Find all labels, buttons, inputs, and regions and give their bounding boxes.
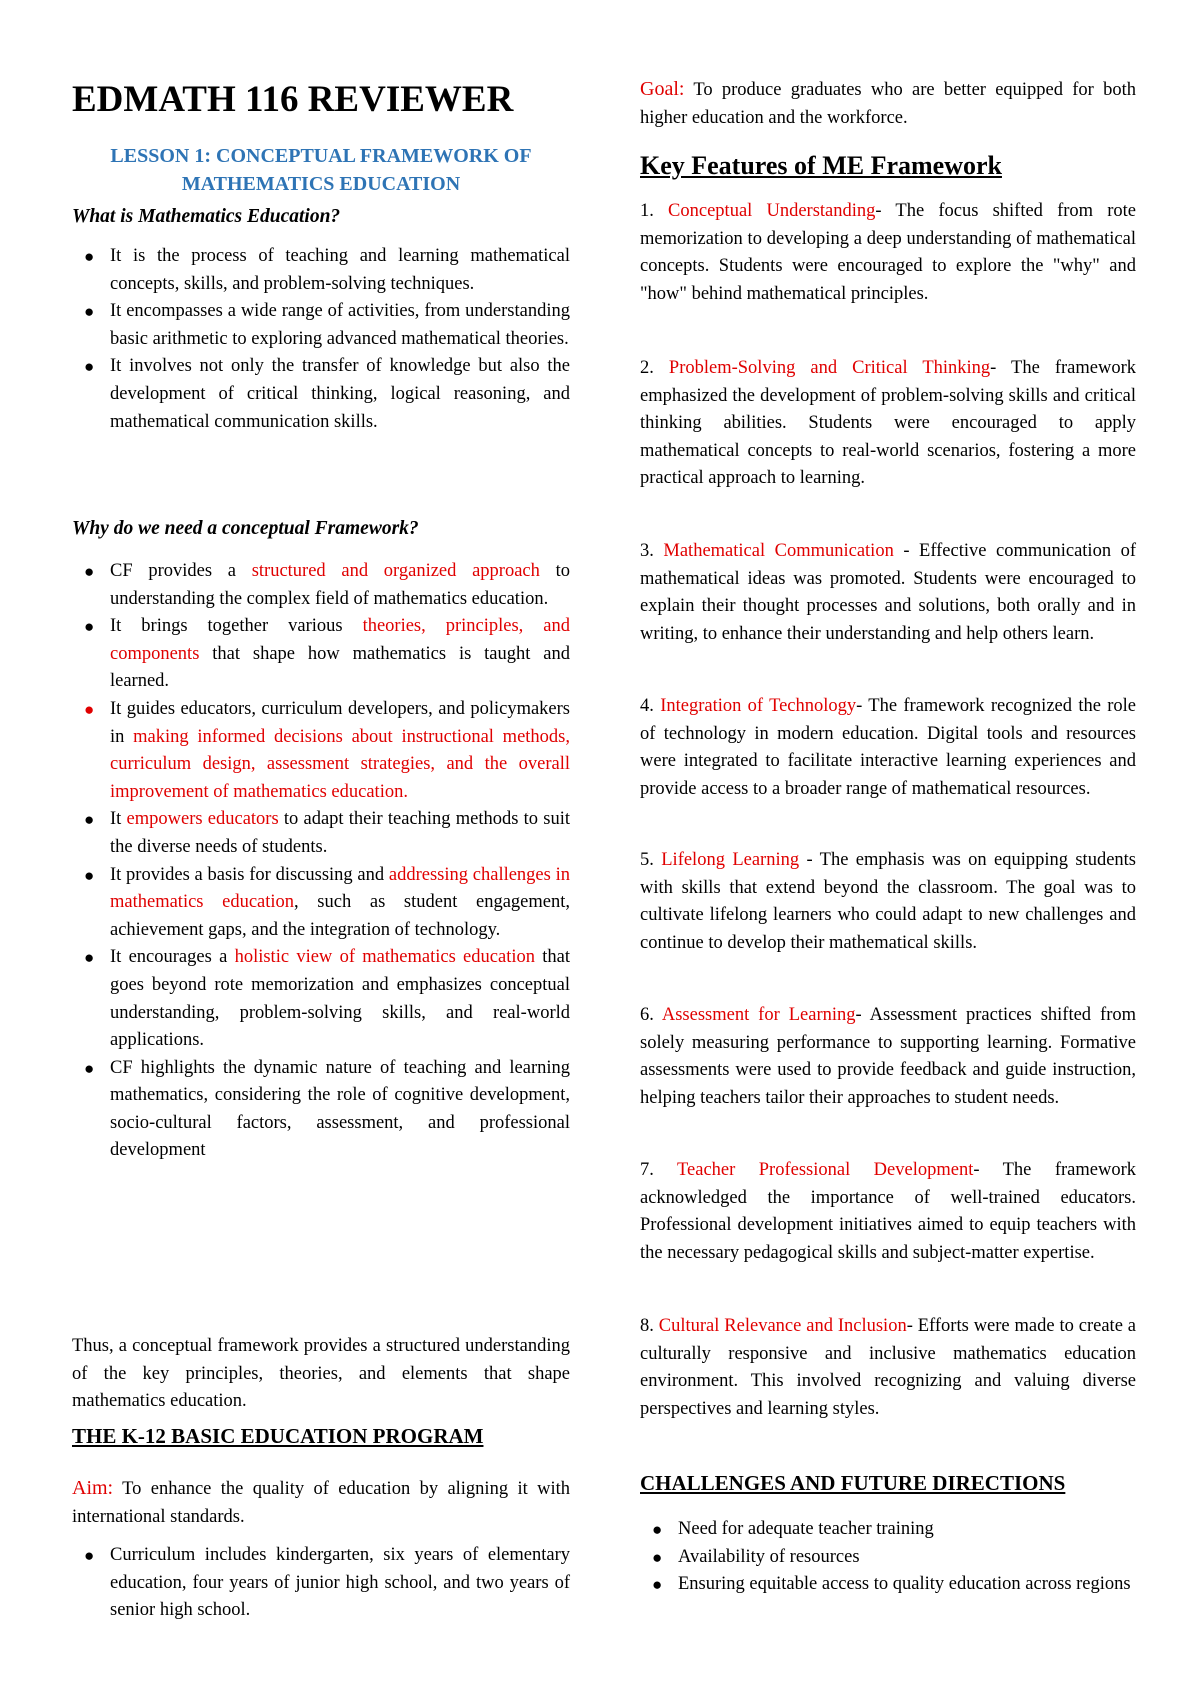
list-item: ● Availability of resources	[640, 1544, 1136, 1572]
list-item: ● It encompasses a wide range of activities, from understanding basic arithmetic to exploring advanced mathematical theories.	[72, 298, 570, 353]
list-item: ● Curriculum includes kindergarten, six years of elementary education, four years of junior high school, and two years of senior high school.	[72, 1542, 570, 1625]
feature-item-6: 6. Assessment for Learning- Assessment practices shifted from solely measuring performance to supporting learning. Formative assessments were used to provide feedback and guide instruction, helping teachers tailor their approaches to student needs.	[640, 1005, 1136, 1108]
bullet-icon: ●	[84, 357, 95, 377]
list-item: ● Need for adequate teacher training	[640, 1516, 1136, 1544]
bullet-icon: ●	[84, 865, 95, 885]
feature-item-8: 8. Cultural Relevance and Inclusion- Efforts were made to create a culturally responsive and inclusive mathematics education environment. This involved recognizing and valuing diverse perspectives and learning styles.	[640, 1316, 1137, 1419]
thus-paragraph: Thus, a conceptual framework provides a structured understanding of the key principles, theories, and elements that shape mathematics education.	[72, 1336, 570, 1412]
aim-paragraph: Aim: To enhance the quality of education by aligning it with international standards.	[72, 1477, 570, 1527]
feature-item-2: 2. Problem-Solving and Critical Thinking- The framework emphasized the development of problem-solving skills and critical thinking abilities. Students were encouraged to apply mathematical concepts to real-world scenarios, fostering a more practical approach to learning.	[640, 358, 1137, 489]
bullet-icon: ●	[84, 562, 95, 581]
challenges-heading: CHALLENGES AND FUTURE DIRECTIONS	[640, 1471, 1066, 1495]
why-question: Why do we need a conceptual Framework?	[72, 518, 419, 539]
k12-heading: THE K-12 BASIC EDUCATION PROGRAM	[72, 1424, 484, 1448]
goal-label: Goal:	[640, 78, 685, 100]
bullet-icon: ●	[84, 1546, 95, 1565]
bullet-icon: ●	[84, 302, 95, 322]
what-bullets	[72, 243, 570, 436]
list-item: ● Ensuring equitable access to quality education across regions	[640, 1571, 1136, 1599]
bullet-icon: ●	[84, 699, 95, 719]
bullet-icon: ●	[84, 948, 95, 968]
features-heading: Key Features of ME Framework	[640, 151, 1002, 180]
why-bullets	[72, 558, 570, 1165]
list-item: ● It is the process of teaching and learning mathematical concepts, skills, and problem-solving techniques.	[72, 243, 570, 298]
list-item: ● It involves not only the transfer of knowledge but also the development of critical thinking, logical reasoning, and mathematical communication skills.	[72, 353, 570, 436]
list-item: ● It brings together various theories, principles, and components that shape how mathematics is taught and learned.	[72, 613, 570, 696]
bullet-icon: ●	[84, 1058, 95, 1078]
list-item: ● It empowers educators to adapt their teaching methods to suit the diverse needs of students.	[72, 806, 570, 861]
goal-paragraph: Goal: To produce graduates who are better equipped for both higher education and the workforce.	[640, 78, 1136, 128]
list-item: ● It encourages a holistic view of mathematics education that goes beyond rote memorization and emphasizes conceptual understanding, problem-solving skills, and real-world applications.	[72, 944, 570, 1054]
aim-label: Aim:	[72, 1477, 114, 1499]
feature-item-1: 1. Conceptual Understanding- The focus shifted from rote memorization to developing a deep understanding of mathematical concepts. Students were encouraged to explore the "why" and "how" behind mathematical principles.	[640, 201, 1136, 304]
page-title: EDMATH 116 REVIEWER	[72, 79, 514, 120]
bullet-icon: ●	[84, 247, 95, 266]
feature-item-7: 7. Teacher Professional Development- The framework acknowledged the importance of well-trained educators. Professional development initiatives aimed to equip teachers with the necessary pedagogical skills and subject-matter expertise.	[640, 1160, 1137, 1263]
bullet-icon: ●	[652, 1575, 663, 1595]
bullet-icon: ●	[84, 810, 95, 830]
feature-item-3: 3. Mathematical Communication - Effective communication of mathematical ideas was promoted. Students were encouraged to explain their thought processes and solutions, both orally and in writing, to enhance their understanding and help others learn.	[640, 541, 1136, 644]
challenges-bullets	[640, 1516, 1136, 1599]
list-item: ● CF provides a structured and organized approach to understanding the complex field of mathematics education.	[72, 558, 570, 613]
list-item: ● It guides educators, curriculum developers, and policymakers in making informed decisions about instructional methods, curriculum design, assessment strategies, and the overall improvement of mathematics education.	[72, 696, 570, 806]
bullet-icon: ●	[84, 617, 95, 637]
feature-item-5: 5. Lifelong Learning - The emphasis was on equipping students with skills that extend beyond the classroom. The goal was to cultivate lifelong learners who could adapt to new challenges and continue to develop their mathematical skills.	[640, 850, 1136, 953]
bullet-icon: ●	[652, 1520, 663, 1539]
lesson-heading: LESSON 1: CONCEPTUAL FRAMEWORK OF MATHEMATICS EDUCATION	[110, 145, 532, 195]
list-item: ● CF highlights the dynamic nature of teaching and learning mathematics, considering the role of cognitive development, socio-cultural factors, assessment, and professional development	[72, 1055, 570, 1165]
k12-bullets	[72, 1542, 570, 1625]
list-item: ● It provides a basis for discussing and addressing challenges in mathematics education, such as student engagement, achievement gaps, and the integration of technology.	[72, 862, 570, 945]
what-question: What is Mathematics Education?	[72, 206, 341, 227]
feature-item-4: 4. Integration of Technology- The framework recognized the role of technology in modern education. Digital tools and resources were integrated to facilitate interactive learning experiences and provide access to a broader range of mathematical resources.	[640, 696, 1136, 799]
bullet-icon: ●	[652, 1547, 663, 1567]
